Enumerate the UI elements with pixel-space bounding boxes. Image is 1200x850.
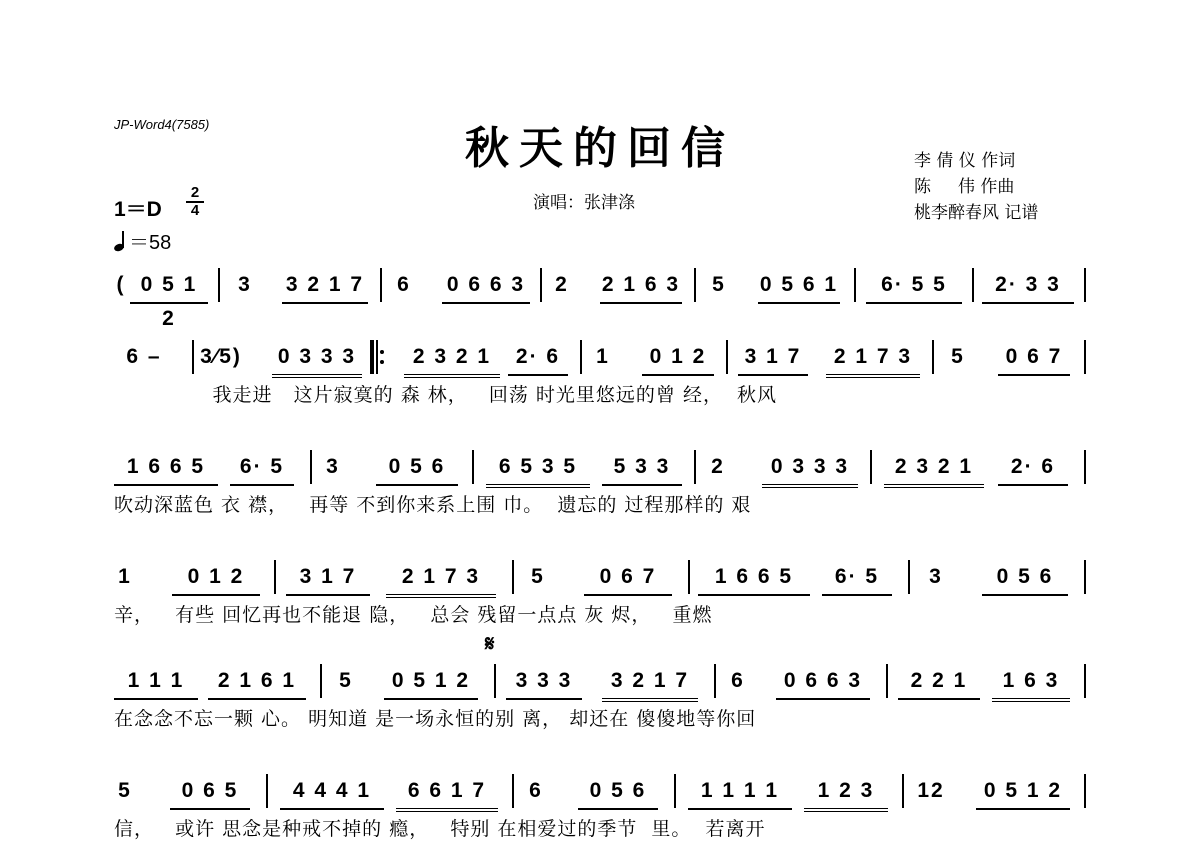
note-group: 6 (731, 669, 745, 692)
note-group: 5 (339, 669, 353, 692)
barline (854, 268, 856, 302)
note-group: 3 3 3 (506, 664, 582, 700)
note-group: 2 1 6 1 (208, 664, 306, 700)
barline (674, 774, 676, 808)
score-line-6 (114, 774, 1090, 840)
note-group: 4 4 4 1 (280, 774, 384, 810)
barline (726, 340, 728, 374)
score-line-3 (114, 450, 1090, 516)
note-group: 1 (118, 565, 132, 588)
barline (1084, 774, 1086, 808)
note-group: 1 6 6 5 (698, 560, 810, 596)
note-group: 1 1 1 (114, 664, 198, 700)
note-group: 0 6 6 3 (776, 664, 870, 700)
barline (540, 268, 542, 302)
barline (310, 450, 312, 484)
barline (886, 664, 888, 698)
barline (908, 560, 910, 594)
note-group: 1 2 3 (804, 774, 888, 812)
note-group: 5 (531, 565, 545, 588)
note-group: 6· 5 5 (866, 268, 962, 304)
note-group: 0 5 6 (578, 774, 658, 810)
note-group: 3 1 7 (738, 340, 808, 376)
key-signature: 1＝D (114, 198, 162, 221)
barline (580, 340, 582, 374)
time-signature-bottom: 4 (190, 202, 200, 219)
note-group: 6 (397, 273, 411, 296)
score-line-2 (114, 340, 1090, 406)
note-group: 0 6 7 (584, 560, 672, 596)
note-group: 0 5 1 2 (130, 268, 208, 304)
barline (512, 560, 514, 594)
note-group: 0 5 1 2 (976, 774, 1070, 810)
note-group: 0 5 6 1 (758, 268, 840, 304)
score-line-4 (114, 560, 1090, 626)
note-group: 0 6 6 3 (442, 268, 530, 304)
note-group: 6· 5 (822, 560, 892, 596)
lyric-line: 吹动深蓝色 衣 襟， 再等 不到你来系上围 巾。 遗忘的 过程那样的 艰 (114, 494, 752, 516)
notation-row (114, 450, 1090, 484)
note-group: 3 (929, 565, 943, 588)
software-watermark: JP-Word4(7585) (114, 117, 210, 132)
barline (694, 450, 696, 484)
repeat-start-sign (370, 340, 382, 374)
singer-credit: 演唱：张津涤 (533, 193, 635, 213)
note-group: 2· 6 (508, 340, 568, 376)
note-group: 3⁄5) (200, 345, 242, 368)
note-group: 3 (238, 273, 252, 296)
time-signature-top: 2 (190, 184, 200, 201)
segno-sign: 𝄋 (485, 632, 495, 657)
barline (192, 340, 194, 374)
note-group: 2 3 2 1 (404, 340, 500, 378)
note-group: 0 1 2 (172, 560, 260, 596)
note-group: 6 5 3 5 (486, 450, 590, 488)
note-group: 5 (951, 345, 965, 368)
note-group: 2· 6 (998, 450, 1068, 486)
barline (274, 560, 276, 594)
barline (1084, 664, 1086, 698)
note-group: 0 6 5 (170, 774, 250, 810)
note-group: 0 1 2 (642, 340, 714, 376)
note-group: 3 2 1 7 (282, 268, 368, 304)
barline (714, 664, 716, 698)
transcriber-credit: 桃李醉春风 记谱 (914, 203, 1039, 223)
notation-row (114, 774, 1090, 808)
tempo-marking (114, 226, 171, 255)
note-group: 3 1 7 (286, 560, 370, 596)
note-group: 3 2 1 7 (602, 664, 698, 702)
note-group: 6 (529, 779, 543, 802)
note-group: 2 (555, 273, 569, 296)
barline (688, 560, 690, 594)
note-group: 0 3 3 3 (762, 450, 858, 488)
composer-credit: 陈 伟 作曲 (914, 177, 1015, 197)
barline (266, 774, 268, 808)
barline (694, 268, 696, 302)
notation-row (114, 268, 1090, 330)
note-group: 1 6 3 (992, 664, 1070, 702)
barline (512, 774, 514, 808)
note-group: 2 1 6 3 (600, 268, 682, 304)
barline (1084, 340, 1086, 374)
credits-block (914, 148, 1038, 226)
barline (380, 268, 382, 302)
note-group: 5 3 3 (602, 450, 682, 486)
note-group: 6 – (126, 345, 162, 368)
note-group: ( (116, 273, 126, 296)
note-group: 2· 3 3 (982, 268, 1074, 304)
song-title: 秋天的回信 (465, 123, 735, 174)
lyric-line: 我走进 这片寂寞的 森 林， 回荡 时光里悠远的曾 经， 秋风 (114, 384, 778, 406)
barline (1084, 450, 1086, 484)
barline (218, 268, 220, 302)
note-group: 0 6 7 (998, 340, 1070, 376)
note-group: 2 (711, 455, 725, 478)
note-group: 0 3 3 3 (272, 340, 362, 378)
lyricist-credit: 李 倩 仪 作词 (914, 151, 1016, 171)
note-group: 1 6 6 5 (114, 450, 218, 486)
note-group: 12 (917, 779, 945, 802)
note-group: 6· 5 (230, 450, 294, 486)
lyric-line: 在念念不忘一颗 心。 明知道 是一场永恒的别 离， 却还在 傻傻地等你回 (114, 708, 757, 730)
barline (902, 774, 904, 808)
barline (932, 340, 934, 374)
lyric-line: 辛， 有些 回忆再也不能退 隐， 总会 残留一点点 灰 烬， 重燃 (114, 604, 713, 626)
note-group: 5 (712, 273, 726, 296)
notation-row (114, 560, 1090, 594)
notation-row (114, 340, 1090, 374)
note-group: 1 1 1 1 (688, 774, 792, 810)
score-line-1 (114, 268, 1090, 330)
note-group: 2 1 7 3 (386, 560, 496, 598)
note-group: 3 (326, 455, 340, 478)
note-group: 0 5 1 2 (384, 664, 478, 700)
lyric-line: 信， 或许 思念是种戒不掉的 瘾， 特别 在相爱过的季节 里。 若离开 (114, 818, 766, 840)
barline (472, 450, 474, 484)
note-group: 2 2 1 (898, 664, 980, 700)
note-group: 2 1 7 3 (826, 340, 920, 378)
note-group: 0 5 6 (982, 560, 1068, 596)
note-group: 1 (596, 345, 610, 368)
quarter-note-icon (114, 231, 126, 251)
note-group: 6 6 1 7 (396, 774, 498, 812)
note-group: 2 3 2 1 (884, 450, 984, 488)
note-group: 0 5 6 (376, 450, 458, 486)
notation-row (114, 664, 1090, 698)
barline (1084, 268, 1086, 302)
tempo-value: ＝58 (129, 232, 172, 254)
barline (494, 664, 496, 698)
barline (972, 268, 974, 302)
time-signature (186, 186, 204, 218)
barline (1084, 560, 1086, 594)
barline (870, 450, 872, 484)
lyric-line (114, 308, 1090, 336)
score-line-5 (114, 664, 1090, 730)
barline (320, 664, 322, 698)
note-group: 5 (118, 779, 132, 802)
